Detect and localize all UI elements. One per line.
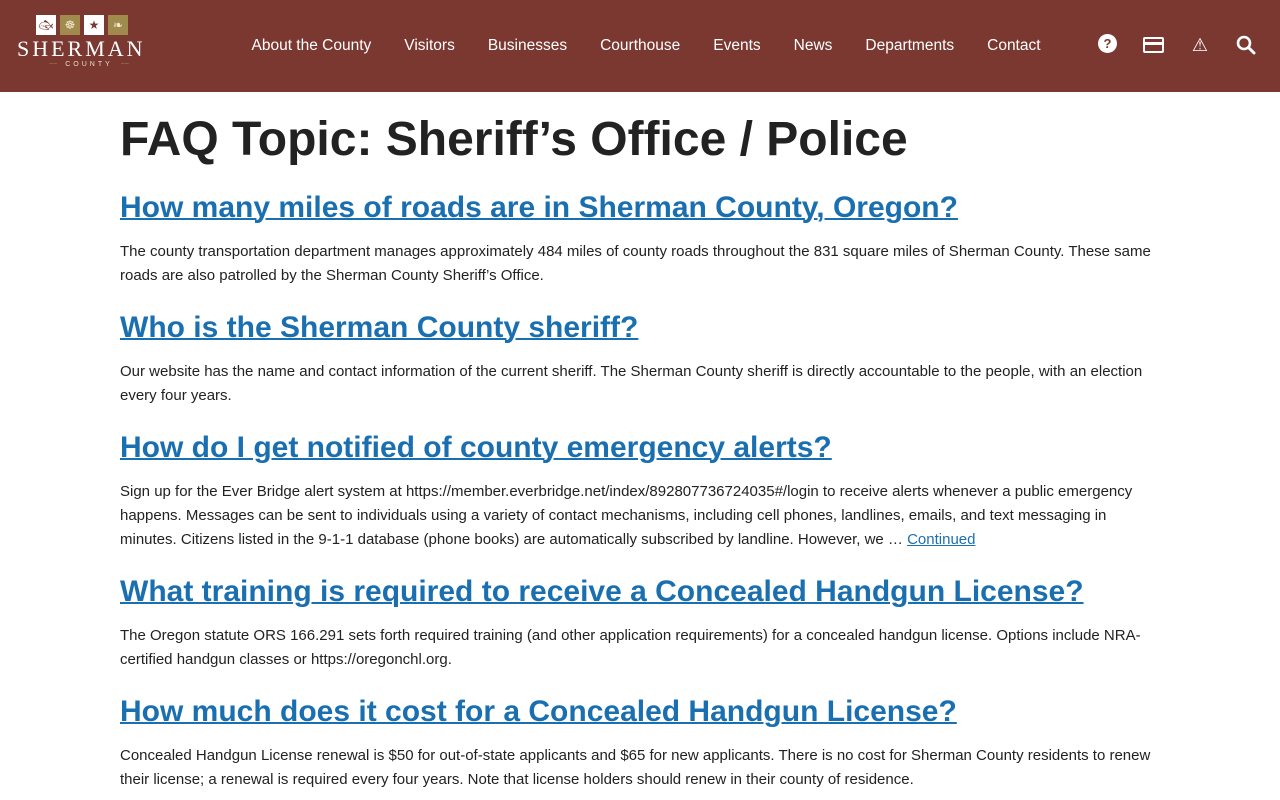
nav-events[interactable]: Events	[713, 37, 761, 54]
faq-answer-text: Sign up for the Ever Bridge alert system at https://member.everbridge.net/index/892807736724035#/login to receive alerts whenever a public emergency happens. Messages can be sent to individuals using a variety of contact mechanisms, including cell phones, landlines, emails, and text messaging in minutes. Citizens listed in the 9-1-1 database (phone books) are automatically subscribed by landline. However, we …	[120, 483, 1133, 548]
windmill-icon: ★	[84, 15, 104, 35]
faq-answer: The county transportation department manages approximately 484 miles of county roads throughout the 831 square miles of Sherman County. These same roads are also patrolled by the Sherman County Sheriff’s Office.	[120, 243, 1151, 284]
faq-answer	[120, 480, 1160, 552]
payment-card-icon[interactable]	[1143, 37, 1164, 53]
faq-question-link[interactable]: How do I get notified of county emergency alerts?	[120, 431, 832, 464]
logo-subtitle: ~~ COUNTY ~~	[17, 61, 161, 68]
faq-answer: Concealed Handgun License renewal is $50 for out-of-state applicants and $65 for new applicants. There is no cost for Sherman County residents to renew their license; a renewal is required every four years. Note that license holders should renew in their county of residence.	[120, 747, 1151, 788]
main-content	[0, 110, 1280, 792]
nav-news[interactable]: News	[793, 37, 833, 54]
nav-visitors[interactable]: Visitors	[404, 37, 455, 54]
wheat-icon: ❧	[108, 15, 128, 35]
faq-item	[120, 430, 1160, 552]
nav-businesses[interactable]: Businesses	[487, 37, 568, 54]
wheel-icon: ☸	[60, 15, 80, 35]
search-icon[interactable]	[1236, 34, 1256, 56]
help-icon[interactable]: ?	[1098, 34, 1117, 53]
faq-question-link[interactable]: What training is required to receive a Concealed Handgun License?	[120, 575, 1084, 608]
faq-question-link[interactable]: How much does it cost for a Concealed Handgun License?	[120, 695, 957, 728]
faq-question-link[interactable]: Who is the Sherman County sheriff?	[120, 311, 639, 344]
faq-item	[120, 190, 1160, 288]
faq-item	[120, 694, 1160, 792]
faq-item	[120, 574, 1160, 672]
continued-link[interactable]: Continued	[907, 531, 976, 548]
fish-icon: 🐟︎	[36, 15, 56, 35]
logo-wordmark: SHERMAN	[17, 36, 146, 61]
nav-courthouse[interactable]: Courthouse	[600, 37, 681, 54]
site-header	[0, 0, 1280, 92]
nav-departments[interactable]: Departments	[865, 37, 955, 54]
faq-answer: The Oregon statute ORS 166.291 sets forth required training (and other application requirements) for a concealed handgun license. Options include NRA-certified handgun classes or https://oregonchl.org.	[120, 627, 1141, 668]
nav-contact[interactable]: Contact	[987, 37, 1041, 54]
faq-item	[120, 310, 1160, 408]
sherman-county-logo[interactable]	[17, 15, 161, 77]
faq-answer: Our website has the name and contact information of the current sheriff. The Sherman County sheriff is directly accountable to the people, with an election every four years.	[120, 363, 1143, 404]
nav-about[interactable]: About the County	[251, 37, 372, 54]
faq-question-link[interactable]: How many miles of roads are in Sherman County, Oregon?	[120, 191, 958, 224]
main-nav	[235, 0, 1057, 92]
page-title: FAQ Topic: Sheriff’s Office / Police	[120, 113, 908, 166]
alert-icon[interactable]: ⚠︎	[1191, 34, 1209, 55]
